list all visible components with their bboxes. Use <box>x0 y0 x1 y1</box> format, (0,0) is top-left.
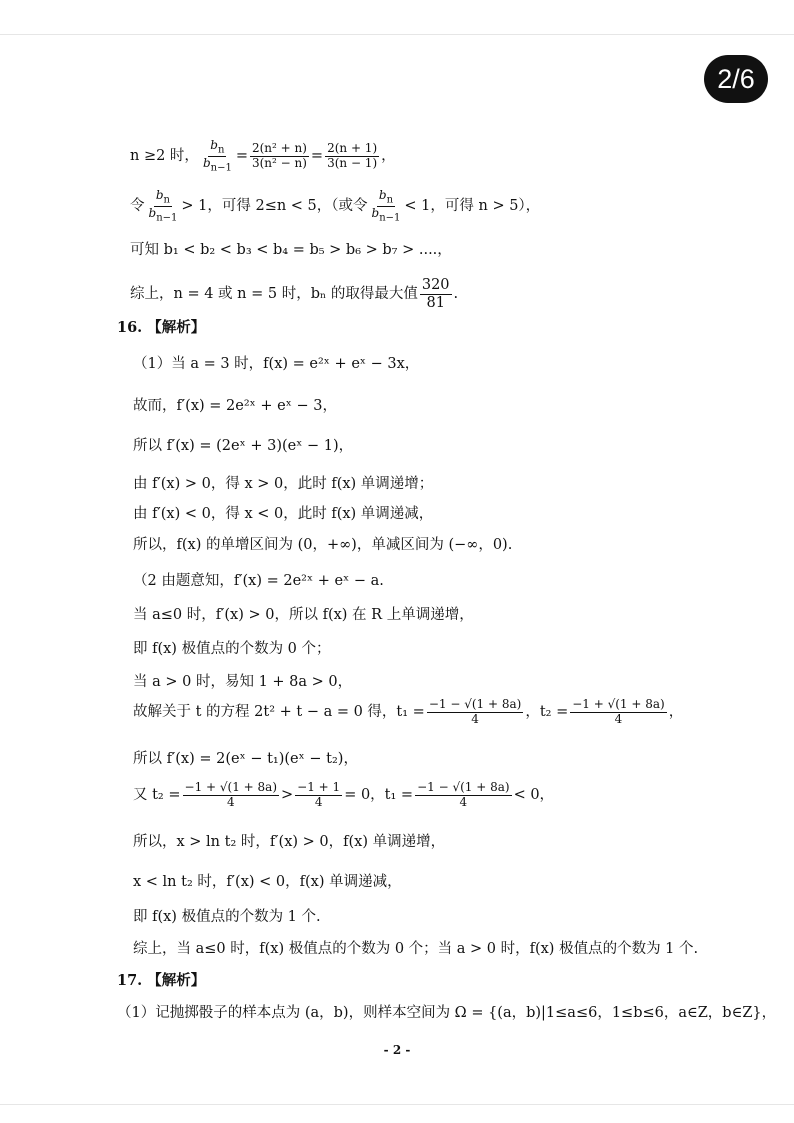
denominator: 4 <box>459 794 468 809</box>
numerator: 2(n + 1) <box>327 141 378 156</box>
denominator: 4 <box>614 711 623 726</box>
formula-line-ratio <box>130 139 396 174</box>
line-p4: 由 f′(x) > 0，得 x > 0，此时 f(x) 单调递增； <box>133 476 434 492</box>
numerator: −1 + √(1 + 8a) <box>572 697 665 711</box>
numerator: −1 − √(1 + 8a) <box>428 697 522 711</box>
fraction-bn-over-bn-1 <box>201 139 234 174</box>
section-heading-17: 17. 【解析】 <box>117 972 206 989</box>
fraction-t1 <box>427 698 524 727</box>
fraction-max-value <box>420 277 452 311</box>
text-conclusion: 综上，n = 4 或 n = 5 时，bₙ 的取得最大值 <box>130 285 418 302</box>
denominator: 4 <box>226 794 235 809</box>
numerator: −1 + √(1 + 8a) <box>184 780 278 794</box>
line-p2: 故而，f′(x) = 2e²ˣ + eˣ − 3， <box>133 398 337 414</box>
num-b: b <box>378 188 387 202</box>
den-b: b <box>148 205 157 220</box>
line-p5: 由 f′(x) < 0，得 x < 0，此时 f(x) 单调递减， <box>133 506 434 522</box>
num-b: b <box>155 188 164 202</box>
den-b: b <box>371 205 380 220</box>
denominator: 3(n² − n) <box>251 155 307 170</box>
den-b: b <box>202 155 211 170</box>
text-t2: ，t₂ = <box>525 703 569 720</box>
punctuation: ， <box>381 147 396 164</box>
line-p10: 当 a > 0 时，易知 1 + 8a > 0， <box>133 674 353 690</box>
numerator: 320 <box>421 277 450 293</box>
line-p13-signs <box>133 781 554 810</box>
denominator: 4 <box>471 711 479 726</box>
denominator: 81 <box>426 294 445 311</box>
equals-sign: = <box>310 147 324 164</box>
numerator: −1 + 1 <box>297 780 341 794</box>
line-p15: x < ln t₂ 时，f′(x) < 0，f(x) 单调递减， <box>133 874 402 890</box>
line-p14: 所以，x > ln t₂ 时，f′(x) > 0，f(x) 单调递增， <box>133 834 446 850</box>
den-sub: n−1 <box>156 212 178 224</box>
line-p7: （2 由题意知，f′(x) = 2e²ˣ + eˣ − a. <box>133 573 384 589</box>
fraction-3 <box>325 142 379 171</box>
line-p6: 所以，f(x) 的单增区间为 (0，+∞)，单减区间为 (−∞，0). <box>133 537 513 553</box>
line-p8: 当 a≤0 时，f′(x) > 0，所以 f(x) 在 R 上单调递增， <box>133 607 474 623</box>
fraction-bn-over-bn-1-b <box>370 189 403 224</box>
punctuation: . <box>453 285 459 302</box>
den-sub: n−1 <box>210 162 232 174</box>
denominator: 3(n − 1) <box>327 155 378 170</box>
equals-sign: = <box>235 147 248 164</box>
line-p11-roots <box>133 698 683 727</box>
text-alt-condition: < 1，可得 n > 5）， <box>404 197 541 214</box>
text-n-ge-2: n ≥2 时， <box>130 147 199 164</box>
text-solve: 故解关于 t 的方程 2t² + t − a = 0 得，t₁ = <box>133 703 425 720</box>
fraction-2 <box>250 142 309 171</box>
numerator: −1 − √(1 + 8a) <box>417 780 510 794</box>
page-number: - 2 - <box>383 1043 411 1057</box>
line-p1: （1）当 a = 3 时，f(x) = e²ˣ + eˣ − 3x， <box>133 356 420 372</box>
text-condition: > 1，可得 2≤n < 5，（或令 <box>181 197 368 214</box>
line-p17: 综上，当 a≤0 时，f(x) 极值点的个数为 0 个；当 a > 0 时，f(x) 极值点的个数为 1 个. <box>133 941 699 957</box>
denominator: 4 <box>314 794 323 809</box>
greater-sign: > <box>281 786 294 803</box>
line-p16: 即 f(x) 极值点的个数为 1 个. <box>133 909 321 925</box>
bottom-divider <box>0 1104 794 1105</box>
text-t1-eq: = 0，t₁ = <box>344 786 414 803</box>
line-p9: 即 f(x) 极值点的个数为 0 个； <box>133 641 331 657</box>
fraction-t2 <box>570 698 667 727</box>
punctuation: ， <box>668 703 684 720</box>
line-p12: 所以 f′(x) = 2(eˣ − t₁)(eˣ − t₂)， <box>133 751 358 767</box>
section-heading-16: 16. 【解析】 <box>117 319 206 336</box>
fraction-zero <box>295 781 342 810</box>
conclusion-max-line <box>130 277 458 311</box>
page-indicator-badge: 2/6 <box>704 55 768 103</box>
sequence-order-line: 可知 b₁ < b₂ < b₃ < b₄ = b₅ > b₆ > b₇ > ....， <box>130 242 452 258</box>
top-divider <box>0 34 794 35</box>
line-p18: （1）记抛掷骰子的样本点为 (a，b)，则样本空间为 Ω = {(a，b)|1≤a≤6，1≤b≤6，a∈Z，b∈Z}， <box>117 1005 777 1021</box>
line-p3: 所以 f′(x) = (2eˣ + 3)(eˣ − 1)， <box>133 438 354 454</box>
text-ling: 令 <box>130 197 145 214</box>
numerator: 2(n² + n) <box>251 141 307 156</box>
num-b: b <box>210 138 218 152</box>
text-lt-zero: < 0， <box>513 786 555 803</box>
text-t2-eq: 又 t₂ = <box>133 786 181 803</box>
fraction-bn-over-bn-1-a <box>147 189 180 224</box>
condition-line <box>130 189 540 224</box>
num-sub: n <box>163 194 170 206</box>
fraction-t2-value <box>183 781 280 810</box>
fraction-t1-value <box>415 781 512 810</box>
num-sub: n <box>217 144 225 156</box>
num-sub: n <box>386 194 394 206</box>
den-sub: n−1 <box>379 212 401 224</box>
